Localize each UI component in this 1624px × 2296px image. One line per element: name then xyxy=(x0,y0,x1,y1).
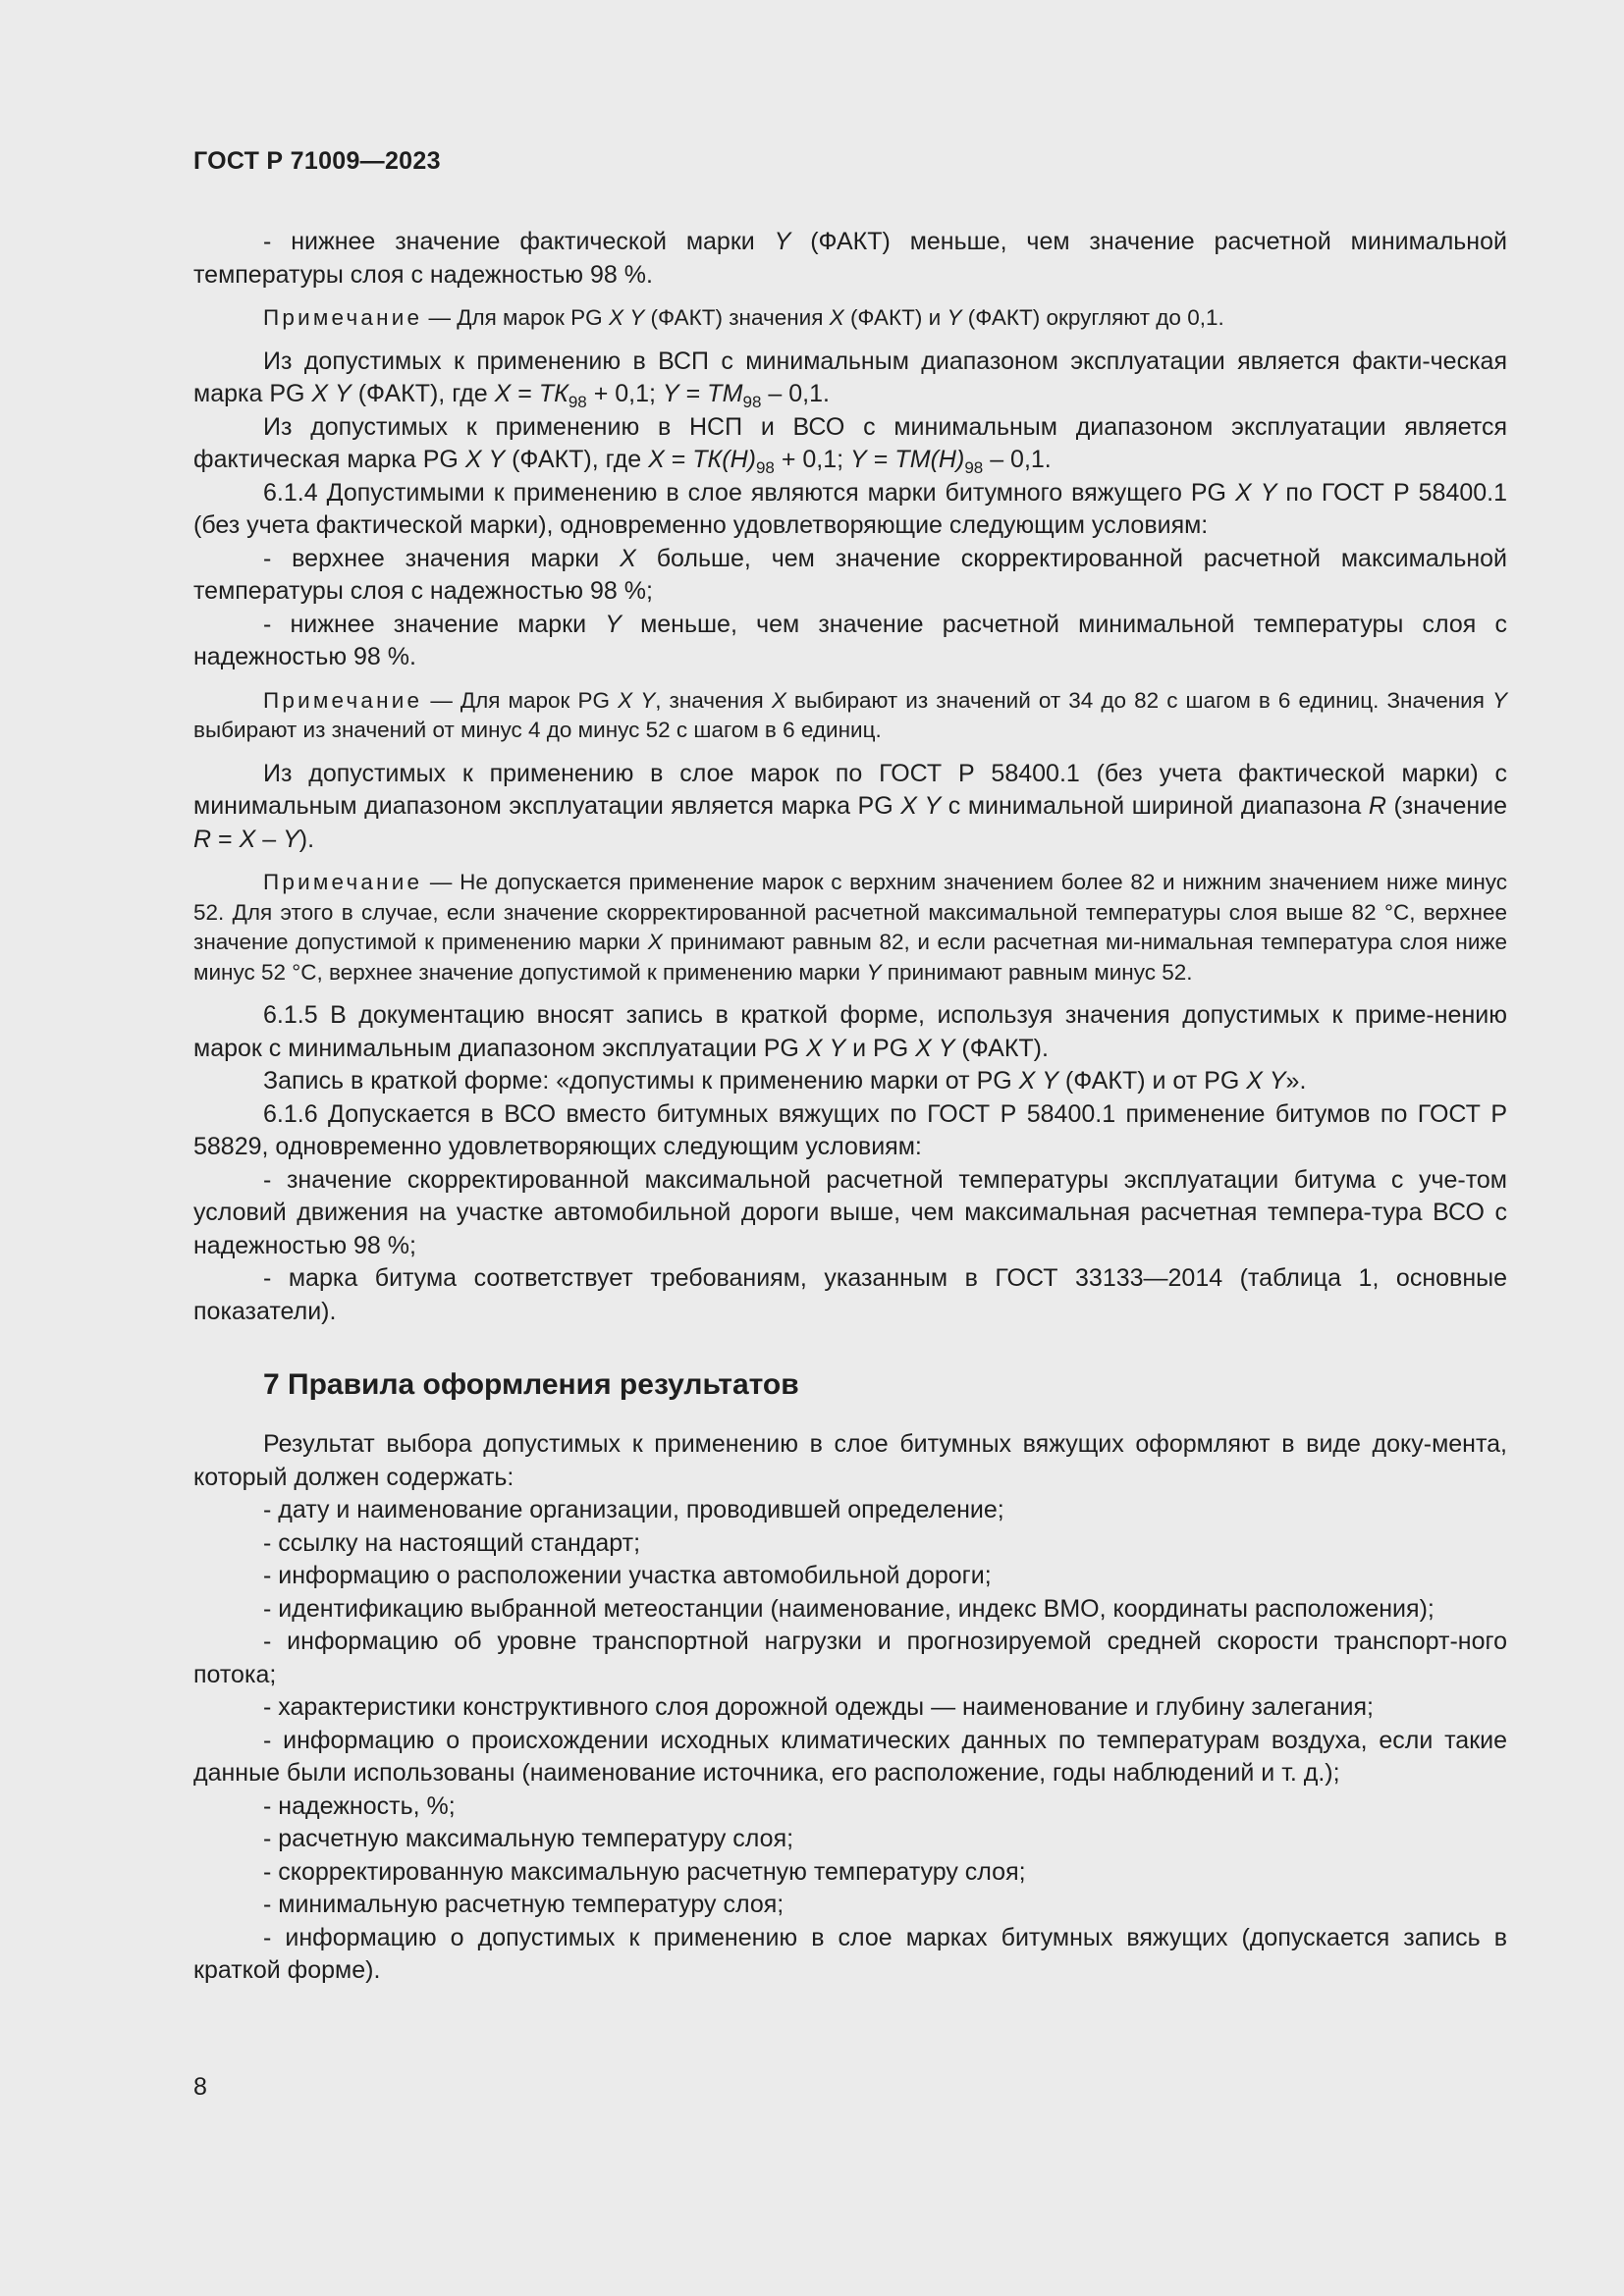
clause-6-1-4: 6.1.4 Допустимыми к применению в слое являются марки битумного вяжущего PG X Y по ГОСТ Р 58400.1 (без учета фактической марки), одновременно удовлетворяющие следующим условиям: xyxy=(193,478,1508,539)
list-item: - надежность, %; xyxy=(263,1791,456,1820)
paragraph: - нижнее значение фактической марки Y (ФАКТ) меньше, чем значение расчетной минимальной температуры слоя с надежностью 98 %. xyxy=(193,228,1507,289)
list-item: - марка битума соответствует требованиям, указанным в ГОСТ 33133—2014 (таблица 1, основные показатели). xyxy=(193,1264,1507,1325)
list-item: - информацию о происхождении исходных климатических данных по температурам воздуха, если такие данные были использованы (наименование источника, его расположение, годы наблюдений и т. д.); xyxy=(193,1726,1507,1787)
paragraph: Из допустимых к применению в НСП и ВСО с минимальным диапазоном эксплуатации является фактическая марка PG X Y (ФАКТ), где $X = ТК(Н)_{98} + 0,1$; $Y = ТМ(Н)_{98} - 0,1$. xyxy=(193,412,1507,477)
list-item: - дату и наименование организации, проводившей определение; xyxy=(263,1496,1004,1523)
list-item: - информацию об уровне транспортной нагрузки и прогнозируемой средней скорости транспорт-ного потока; xyxy=(193,1628,1507,1688)
clause-6-1-6: 6.1.6 Допускается в ВСО вместо битумных вяжущих по ГОСТ Р 58400.1 применение битумов по ГОСТ Р 58829, одновременно удовлетворяющих следующим условиям: xyxy=(193,1099,1507,1160)
paragraph: Запись в краткой форме: «допустимы к применению марки от PG X Y (ФАКТ) и от PG X Y». xyxy=(263,1067,1307,1095)
list-item: - идентификацию выбранной метеостанции (наименование, индекс ВМО, координаты расположения); xyxy=(263,1594,1435,1623)
paragraph: Из допустимых к применению в слое марок по ГОСТ Р 58400.1 (без учета фактической марки) с минимальным диапазоном эксплуатации является марка PG X Y с минимальной шириной диапазона R (значение R = X – Y). xyxy=(193,759,1508,853)
clause-6-1-5: 6.1.5 В документацию вносят запись в краткой форме, используя значения допустимых к приме-нению марок с минимальным диапазоном эксплуатации PG X Y и PG X Y (ФАКТ). xyxy=(193,1001,1507,1062)
list-item: - расчетную максимальную температуру слоя; xyxy=(263,1825,794,1852)
list-item: - ссылку на настоящий стандарт; xyxy=(263,1528,641,1557)
list-item: - информацию о расположении участка автомобильной дороги; xyxy=(263,1562,992,1589)
list-item: - минимальную расчетную температуру слоя; xyxy=(263,1891,785,1918)
paragraph: Из допустимых к применению в ВСП с минимальным диапазоном эксплуатации является факти-ческая марка PG X Y (ФАКТ), где $X = ТК_{98} + 0,1$; $Y = ТМ_{98} - 0,1$. xyxy=(193,347,1507,411)
list-item: - верхнее значения марки X больше, чем значение скорректированной расчетной максимальной температуры слоя с надежностью 98 %; xyxy=(193,544,1508,605)
list-item: - информацию о допустимых к применению в слое марках битумных вяжущих (допускается запись в краткой форме). xyxy=(193,1923,1507,1984)
list-item: - нижнее значение марки Y меньше, чем значение расчетной минимальной температуры слоя с надежностью 98 %. xyxy=(193,610,1508,670)
section-heading: 7 Правила оформления результатов xyxy=(263,1368,799,1401)
note: Примечание — Не допускается применение марок с верхним значением более 82 и нижним значением ниже минус 52. Для этого в случае, если значение скорректированной расчетной максимальной температуры слоя выше 82 °С, верхнее значение допустимой к применению марки X принимают равным 82, и если расчетная ми-нимальная температура слоя ниже минус 52 °С, верхнее значение допустимой к применению марки Y принимают равным минус 52. xyxy=(193,870,1507,985)
list-item: - скорректированную максимальную расчетную температуру слоя; xyxy=(263,1857,1026,1886)
paragraph: Результат выбора допустимых к применению в слое битумных вяжущих оформляют в виде доку-мента, который должен содержать: xyxy=(193,1430,1507,1491)
page-number: 8 xyxy=(193,2073,207,2101)
list-item: - характеристики конструктивного слоя дорожной одежды — наименование и глубину залегания; xyxy=(263,1693,1374,1721)
page-body xyxy=(193,226,1507,1988)
results-list xyxy=(193,1494,1507,1988)
document-header: ГОСТ Р 71009—2023 xyxy=(193,147,441,175)
note: Примечание — Для марок PG X Y, значения X выбирают из значений от 34 до 82 с шагом в 6 единиц. Значения Y выбирают из значений от минус 4 до минус 52 с шагом в 6 единиц. xyxy=(193,687,1508,742)
note: Примечание — Для марок PG X Y (ФАКТ) значения X (ФАКТ) и Y (ФАКТ) округляют до 0,1. xyxy=(263,305,1224,330)
list-item: - значение скорректированной максимальной расчетной температуры эксплуатации битума с уче-том условий движения на участке автомобильной дороги выше, чем максимальная расчетная темпера-тура ВСО с надежностью 98 %; xyxy=(193,1165,1507,1259)
